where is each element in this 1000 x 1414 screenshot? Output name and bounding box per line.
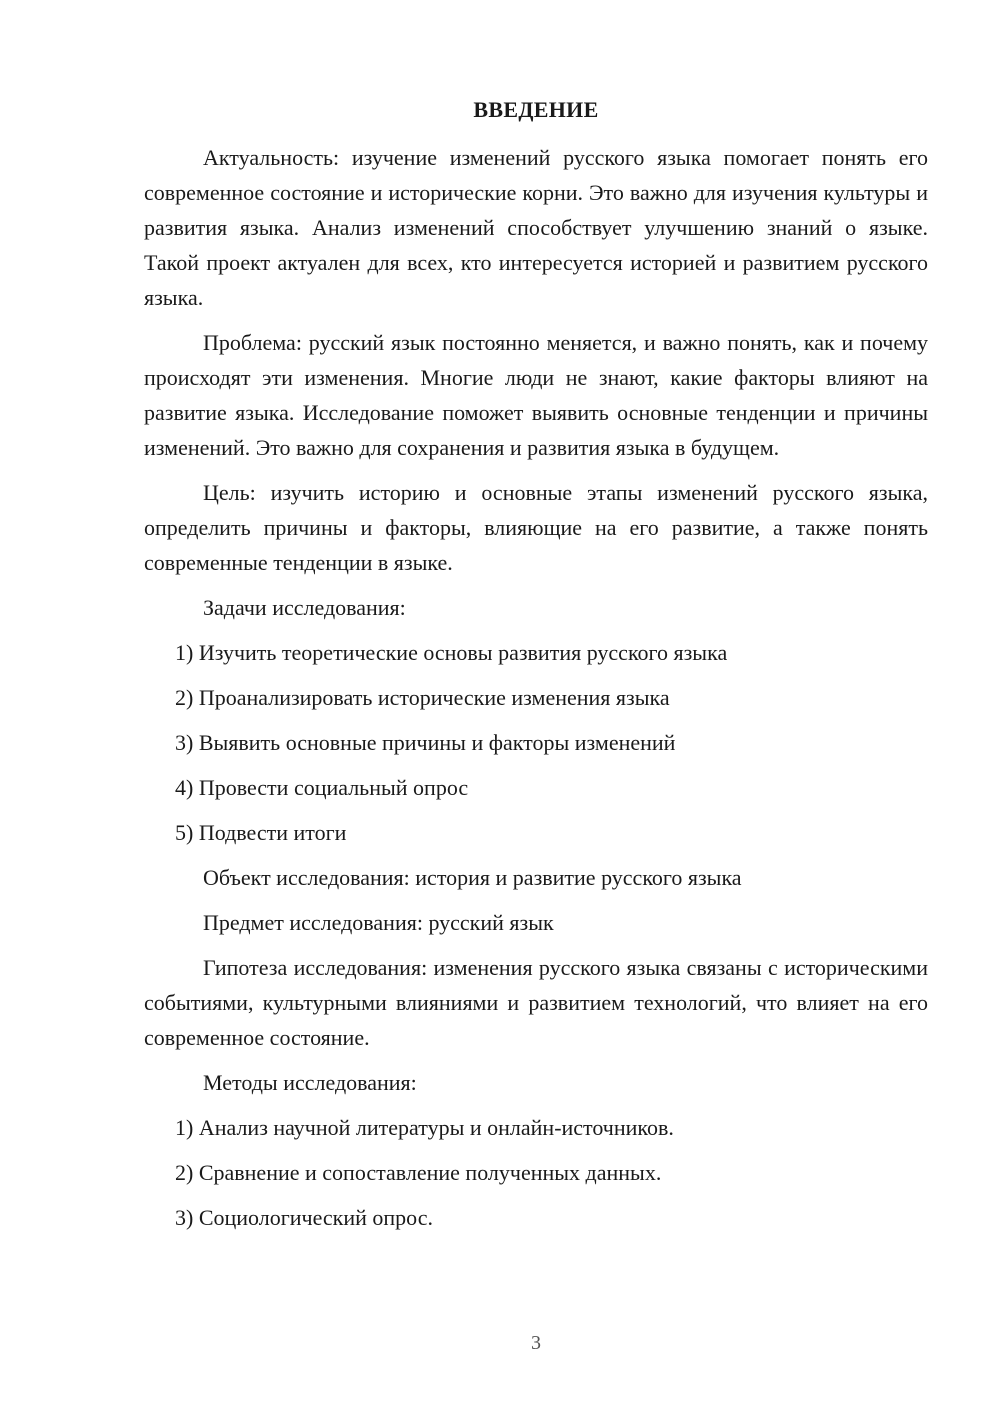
tasks-heading: Задачи исследования:	[203, 595, 406, 620]
methods-heading: Методы исследования:	[203, 1070, 417, 1095]
research-object: Объект исследования: история и развитие русского языка	[203, 865, 742, 890]
method-item: 1) Анализ научной литературы и онлайн-источников.	[175, 1115, 674, 1140]
page-title: ВВЕДЕНИЕ	[473, 97, 599, 122]
page-number: 3	[531, 1332, 541, 1354]
method-item: 3) Социологический опрос.	[175, 1205, 433, 1230]
document-page	[144, 88, 928, 1245]
task-item: 5) Подвести итоги	[175, 820, 347, 845]
task-item: 4) Провести социальный опрос	[175, 775, 469, 800]
task-item: 3) Выявить основные причины и факторы изменений	[175, 730, 676, 755]
task-item: 2) Проанализировать исторические изменения языка	[175, 685, 670, 710]
research-subject: Предмет исследования: русский язык	[203, 910, 554, 935]
hypothesis-paragraph: Гипотеза исследования: изменения русского языка связаны с историческими событиями, культурными влияниями и развитием технологий, что влияет на его современное состояние.	[144, 955, 928, 1050]
task-item: 1) Изучить теоретические основы развития русского языка	[175, 640, 728, 665]
problem-paragraph: Проблема: русский язык постоянно меняется, и важно понять, как и почему происходят эти изменения. Многие люди не знают, какие факторы влияют на развитие языка. Исследование поможет выявить основные тенденции и причины изменений. Это важно для сохранения и развития языка в будущем.	[144, 330, 928, 460]
relevance-paragraph: Актуальность: изучение изменений русского языка помогает понять его современное состояние и исторические корни. Это важно для изучения культуры и развития языка. Анализ изменений способствует улучшению знаний о языке. Такой проект актуален для всех, кто интересуется историей и развитием русского языка.	[144, 145, 928, 310]
method-item: 2) Сравнение и сопоставление полученных данных.	[175, 1160, 662, 1185]
goal-paragraph: Цель: изучить историю и основные этапы изменений русского языка, определить причины и факторы, влияющие на его развитие, а также понять современные тенденции в языке.	[144, 480, 928, 575]
